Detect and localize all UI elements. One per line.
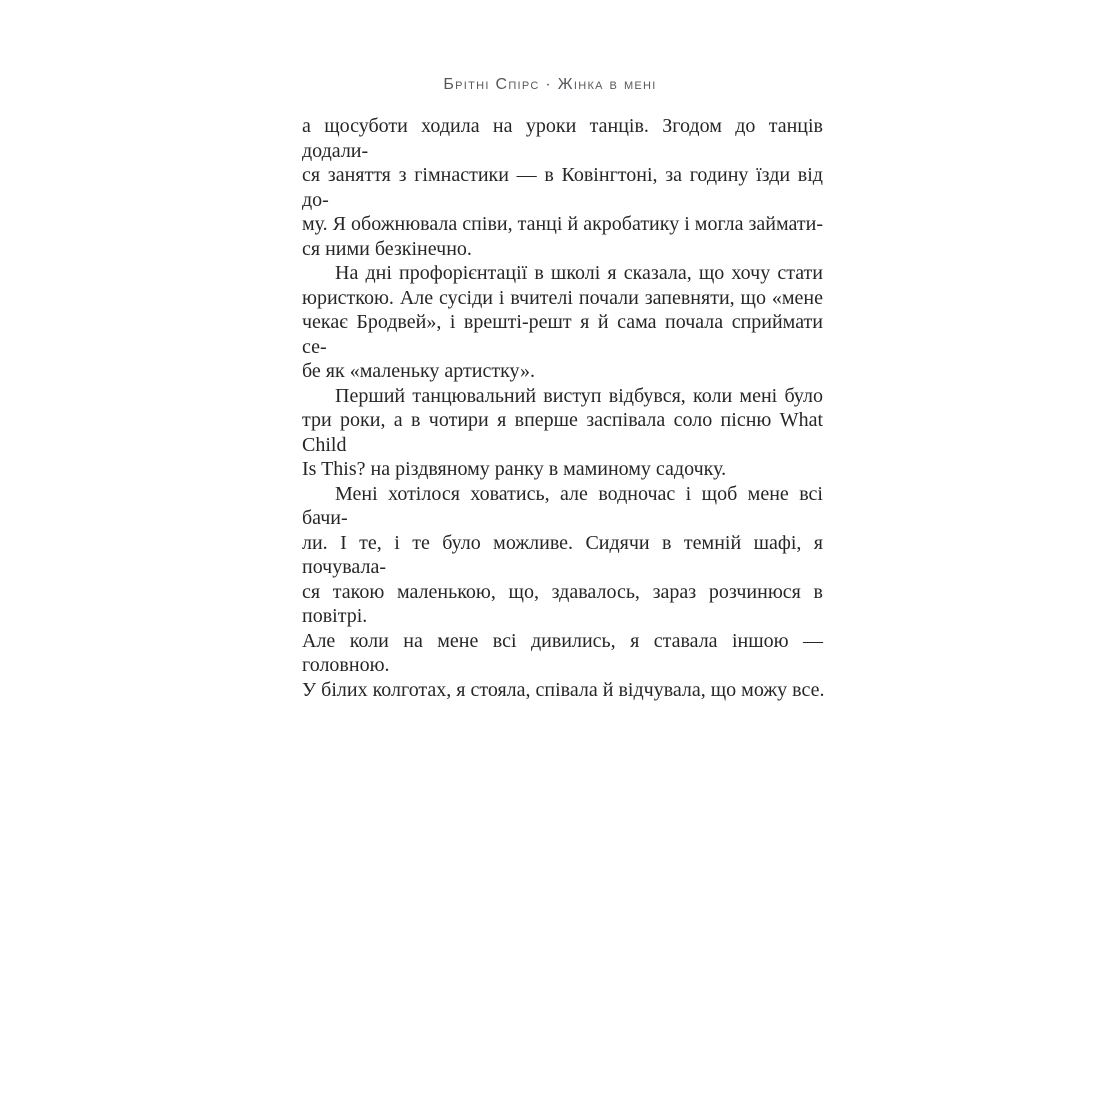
text-line: три роки, а в чотири я вперше заспівала соло пісню What Child [302,409,823,456]
text-line: му. Я обожнювала співи, танці й акробатику і могла займати- [302,213,823,235]
text-line: Is This? на різдвяному ранку в маминому садочку. [302,458,727,480]
text-line: а щосуботи ходила на уроки танців. Згодом до танців додали- [302,115,823,162]
text-line: Перший танцювальний виступ відбувся, коли мені було [335,384,823,407]
text-line: юристкою. Але сусіди і вчителі почали запевняти, що «мене [302,286,823,309]
text-line: У білих колготах, я стояла, співала й відчувала, що можу все. [302,678,825,701]
text-line: На дні профорієнтації в школі я сказала, що хочу стати [335,262,823,284]
body-text [302,114,823,702]
text-line: чекає Бродвей», і врешті-решт я й сама почала сприймати се- [302,311,823,358]
text-line: ся ними безкінечно. [302,237,472,260]
text-line: ся такою маленькою, що, здавалось, зараз розчинюся в повітрі. [302,580,823,627]
text-line: бе як «маленьку артистку». [302,360,535,382]
text-line: ли. І те, і те було можливе. Сидячи в темній шафі, я почувала- [302,531,823,578]
text-line: Але коли на мене всі дивились, я ставала іншою — головною. [302,629,823,676]
text-line: ся заняття з гімнастики — в Ковінгтоні, за годину їзди від до- [302,164,823,211]
running-header: Брітні Спірс · Жінка в мені [443,76,657,93]
text-line: Мені хотілося ховатись, але водночас і щоб мене всі бачи- [302,482,823,529]
